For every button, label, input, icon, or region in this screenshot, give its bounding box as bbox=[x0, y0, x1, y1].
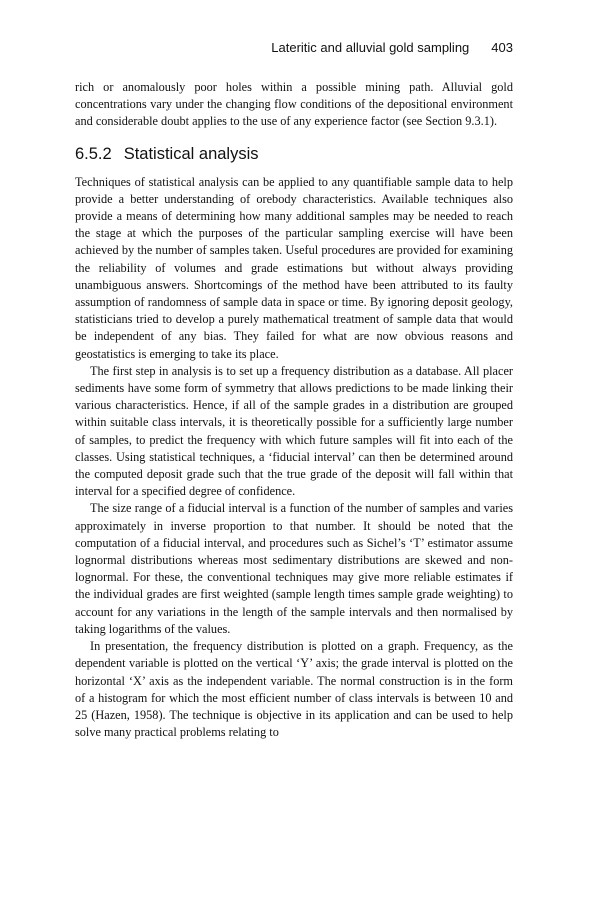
body-text bbox=[75, 79, 513, 741]
paragraph-presentation: In presentation, the frequency distribution is plotted on a graph. Frequency, as the dependent variable is plotted on the vertical ‘Y’ axis; the grade interval is plotted on the horizontal ‘X’ axis as the independent variable. The normal construction is in the form of a histogram for which the most efficient number of class intervals is between 10 and 25 (Hazen, 1958). The technique is objective in its application and can be used to help solve many practical problems relating to bbox=[75, 639, 513, 740]
section-number: 6.5.2 bbox=[75, 144, 112, 163]
paragraph-techniques: Techniques of statistical analysis can be applied to any quantifiable sample data to help provide a better understanding of orebody characteristics. Available techniques also provide a means of determining how many additional samples may be needed to reach the stage at which the purposes of the particular sampling exercise will have been achieved by the number of samples taken. Useful procedures are provided for examining the reliability of volumes and grade estimations but without always providing unambiguous answers. Shortcomings of the method have been attributed to its faulty assumption of randomness of sample data in space or time. By ignoring deposit geology, statisticians tried to develop a purely mathematical treatment of sample data that would be independent of any bias. They failed for what are now obvious reasons and geostatistics is emerging to take its place. bbox=[75, 174, 513, 361]
section-title: Statistical analysis bbox=[123, 144, 259, 163]
paragraph-fiducial-interval: The size range of a fiducial interval is a function of the number of samples and varies approximately in inverse proportion to that number. It should be noted that the computation of a fiducial interval, and procedures such as Sichel’s ‘T’ estimator assume lognormal distributions whereas most sedimentary distributions are skewed and non-lognormal. For these, the conventional techniques may give more reliable estimates if the individual grades are first weighted (sample length times sample grade weighting) to account for any variations in the length of the sample intervals and then normalised by taking logarithms of the values. bbox=[75, 501, 513, 636]
intro-paragraph: rich or anomalously poor holes within a possible mining path. Alluvial gold concentrations vary under the changing flow conditions of the depositional environment and considerable doubt applies to the use of any experience factor (see Section 9.3.1). bbox=[75, 80, 513, 129]
section-heading bbox=[75, 144, 513, 164]
running-title: Lateritic and alluvial gold sampling bbox=[271, 40, 470, 55]
running-header bbox=[75, 40, 513, 55]
paragraph-frequency-distribution: The first step in analysis is to set up a frequency distribution as a database. All placer sediments have some form of symmetry that allows predictions to be made linking their various characteristics. Hence, if all of the sample grades in a distribution are grouped within suitable class intervals, it is theoretically possible for a sufficiently large number of samples, to predict the frequency with which future samples will fit into each of the classes. Using statistical techniques, a ‘fiducial interval’ can then be determined around the computed deposit grade such that the true grade of the deposit will fall within that interval for a specified degree of confidence. bbox=[75, 363, 513, 499]
page-number: 403 bbox=[491, 40, 513, 55]
